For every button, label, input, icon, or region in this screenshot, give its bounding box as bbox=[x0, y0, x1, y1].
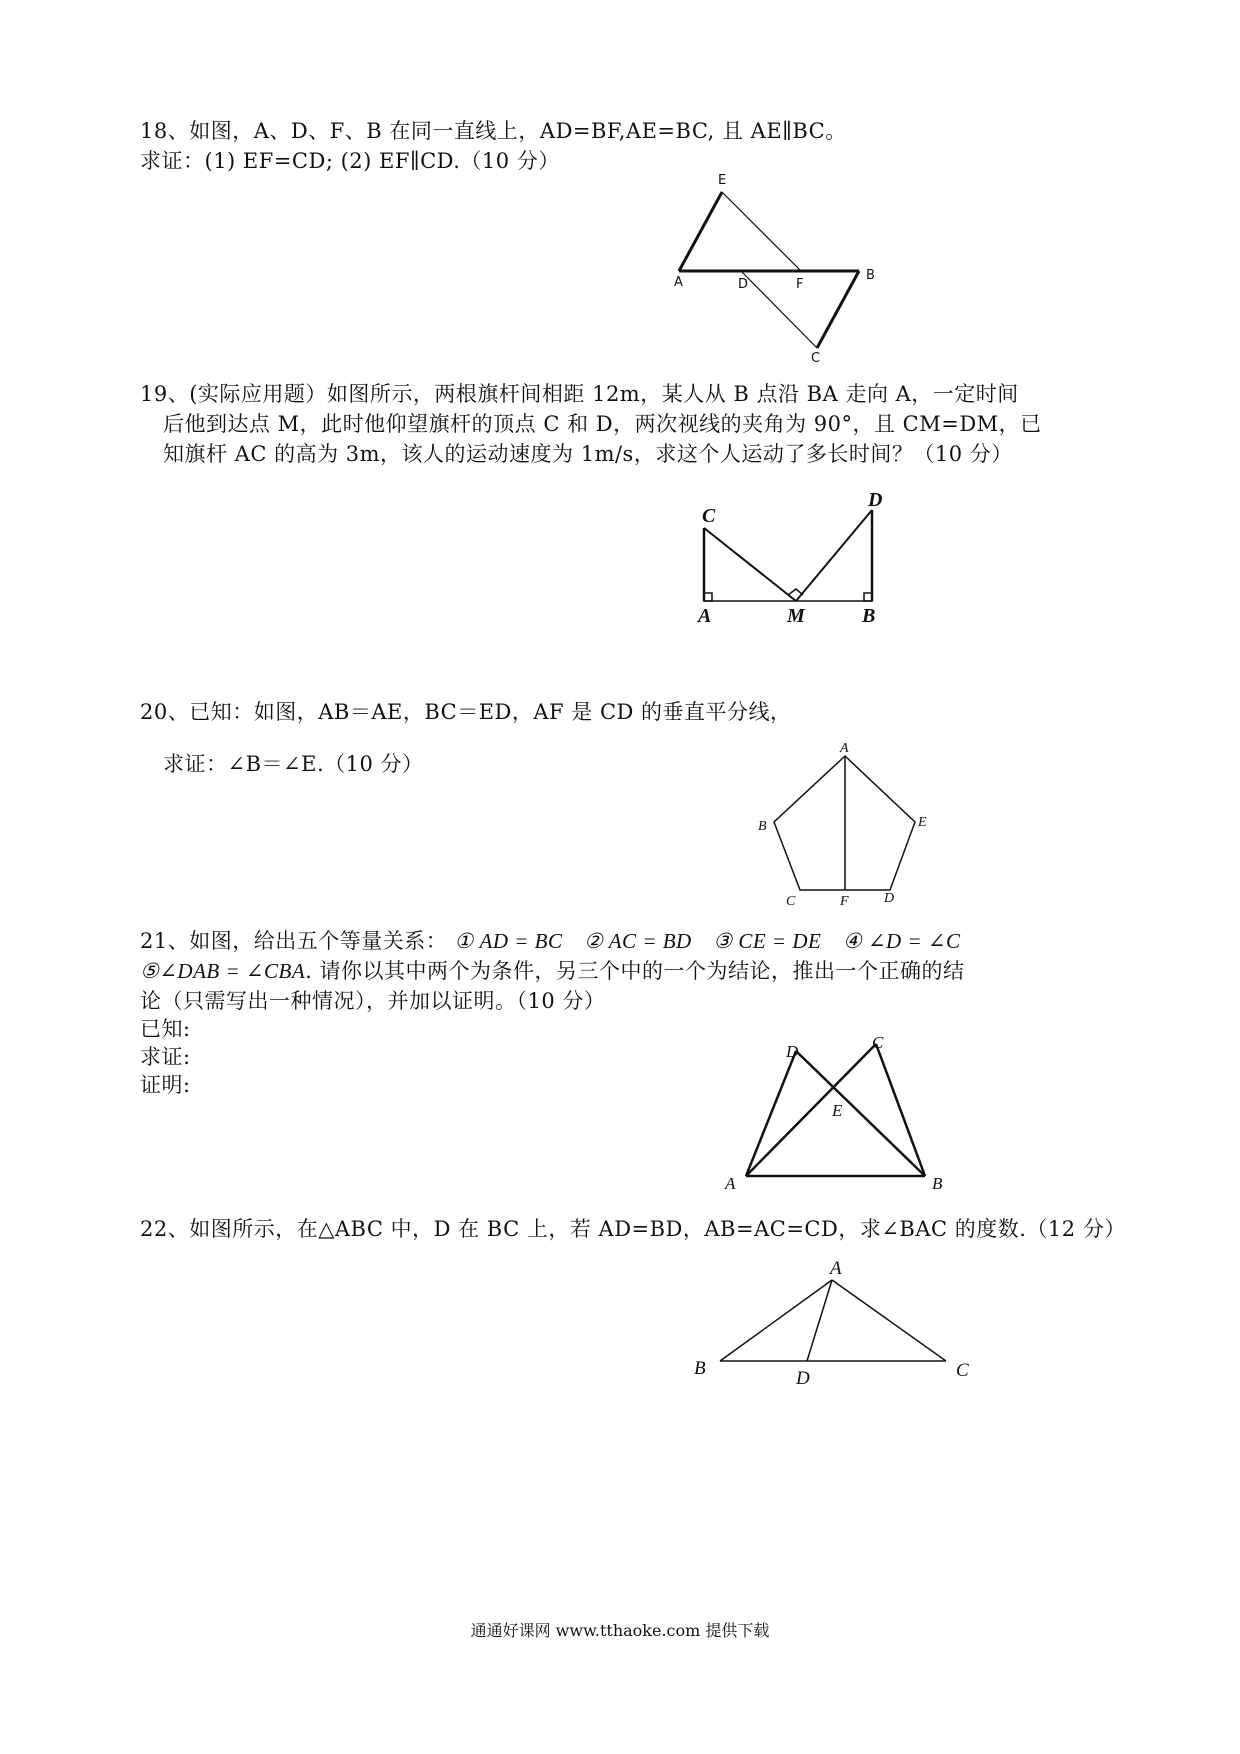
segment-ad bbox=[807, 1280, 832, 1361]
label-c: C bbox=[872, 1033, 884, 1052]
given-label: 已知: bbox=[140, 1017, 191, 1041]
prove-label: 求证: bbox=[140, 1045, 191, 1069]
relation-4: ④ ∠D = ∠C bbox=[842, 929, 961, 953]
label-d: D bbox=[738, 277, 749, 292]
label-c: C bbox=[956, 1360, 969, 1381]
problem-21-line-2-rest: . 请你以其中两个为条件，另三个中的一个为结论，推出一个正确的结 bbox=[305, 959, 965, 983]
label-a: A bbox=[830, 1258, 842, 1279]
problem-22-svg bbox=[690, 1250, 1000, 1390]
segment-ae bbox=[679, 192, 722, 271]
problem-18-figure bbox=[660, 168, 900, 368]
problem-21-svg bbox=[720, 1030, 960, 1200]
label-m: M bbox=[787, 605, 805, 627]
problem-19-line-1: 19、(实际应用题）如图所示，两根旗杆间相距 12m，某人从 B 点沿 BA 走向 A，一定时间 bbox=[140, 382, 1019, 406]
label-d: D bbox=[868, 489, 883, 511]
segment-ef bbox=[722, 192, 801, 271]
label-a: A bbox=[698, 605, 712, 627]
label-a: A bbox=[725, 1174, 736, 1193]
sight-cm bbox=[704, 528, 796, 601]
label-b: B bbox=[758, 819, 767, 834]
problem-20-line-1: 20、已知：如图，AB＝AE，BC＝ED，AF 是 CD 的垂直平分线， bbox=[140, 700, 792, 724]
label-e: E bbox=[718, 173, 727, 188]
problem-22-figure bbox=[690, 1250, 1000, 1390]
label-b: B bbox=[694, 1358, 706, 1379]
problem-19-line-2: 后他到达点 M，此时他仰望旗杆的顶点 C 和 D，两次视线的夹角为 90°，且 CM=DM，已 bbox=[163, 412, 1042, 436]
problem-21-line-2 bbox=[140, 957, 965, 985]
sight-md bbox=[796, 510, 872, 601]
segment-ac bbox=[832, 1280, 946, 1361]
segment-db bbox=[796, 1051, 925, 1176]
problem-20-line-2: 求证：∠B＝∠E.（10 分） bbox=[163, 752, 424, 776]
problem-19-figure bbox=[690, 480, 930, 640]
label-e: E bbox=[918, 815, 927, 830]
segment-ab bbox=[720, 1280, 832, 1361]
label-b: B bbox=[932, 1174, 943, 1193]
label-a: A bbox=[840, 741, 849, 756]
label-d: D bbox=[884, 891, 895, 906]
problem-20-svg bbox=[750, 740, 950, 910]
page-footer: 通通好课网 www.tthaoke.com 提供下载 bbox=[470, 1621, 770, 1640]
relation-3: ③ CE = DE bbox=[713, 929, 822, 953]
label-c: C bbox=[811, 351, 821, 366]
segment-bc bbox=[817, 271, 859, 348]
problem-22-line-1: 22、如图所示，在△ABC 中，D 在 BC 上，若 AD=BD，AB=AC=CD，求∠BAC 的度数.（12 分） bbox=[140, 1217, 1126, 1241]
proof-label: 证明: bbox=[140, 1073, 191, 1097]
relation-2: ② AC = BD bbox=[584, 929, 692, 953]
problem-18-line-2: 求证：(1) EF=CD; (2) EF∥CD.（10 分） bbox=[140, 149, 560, 173]
problem-18-line-1: 18、如图，A、D、F、B 在同一直线上，AD=BF,AE=BC, 且 AE∥BC。 bbox=[140, 119, 847, 143]
segment-cb bbox=[876, 1044, 925, 1176]
label-d: D bbox=[796, 1368, 810, 1389]
problem-20-figure bbox=[750, 740, 950, 910]
problem-21-line-1 bbox=[140, 927, 961, 955]
problem-18-svg bbox=[660, 168, 900, 368]
relation-5: ⑤∠DAB = ∠CBA bbox=[140, 959, 306, 983]
label-c: C bbox=[702, 505, 716, 527]
problem-21-intro: 21、如图，给出五个等量关系： bbox=[140, 929, 448, 953]
label-b: B bbox=[866, 268, 875, 283]
label-c: C bbox=[786, 894, 796, 909]
problem-21-figure bbox=[720, 1030, 960, 1200]
problem-19-line-3: 知旗杆 AC 的高为 3m，该人的运动速度为 1m/s，求这个人运动了多长时间？（10 分） bbox=[163, 442, 1013, 466]
label-a: A bbox=[674, 275, 683, 290]
label-e: E bbox=[832, 1101, 843, 1120]
label-b: B bbox=[862, 605, 876, 627]
label-f: F bbox=[796, 277, 804, 292]
problem-21-line-3: 论（只需写出一种情况），并加以证明。（10 分） bbox=[140, 989, 606, 1013]
relation-1: ① AD = BC bbox=[454, 929, 563, 953]
label-f: F bbox=[840, 894, 849, 909]
problem-19-svg bbox=[690, 480, 930, 640]
segment-dc bbox=[741, 271, 817, 348]
label-d: D bbox=[786, 1042, 799, 1061]
segment-ad bbox=[746, 1051, 796, 1176]
